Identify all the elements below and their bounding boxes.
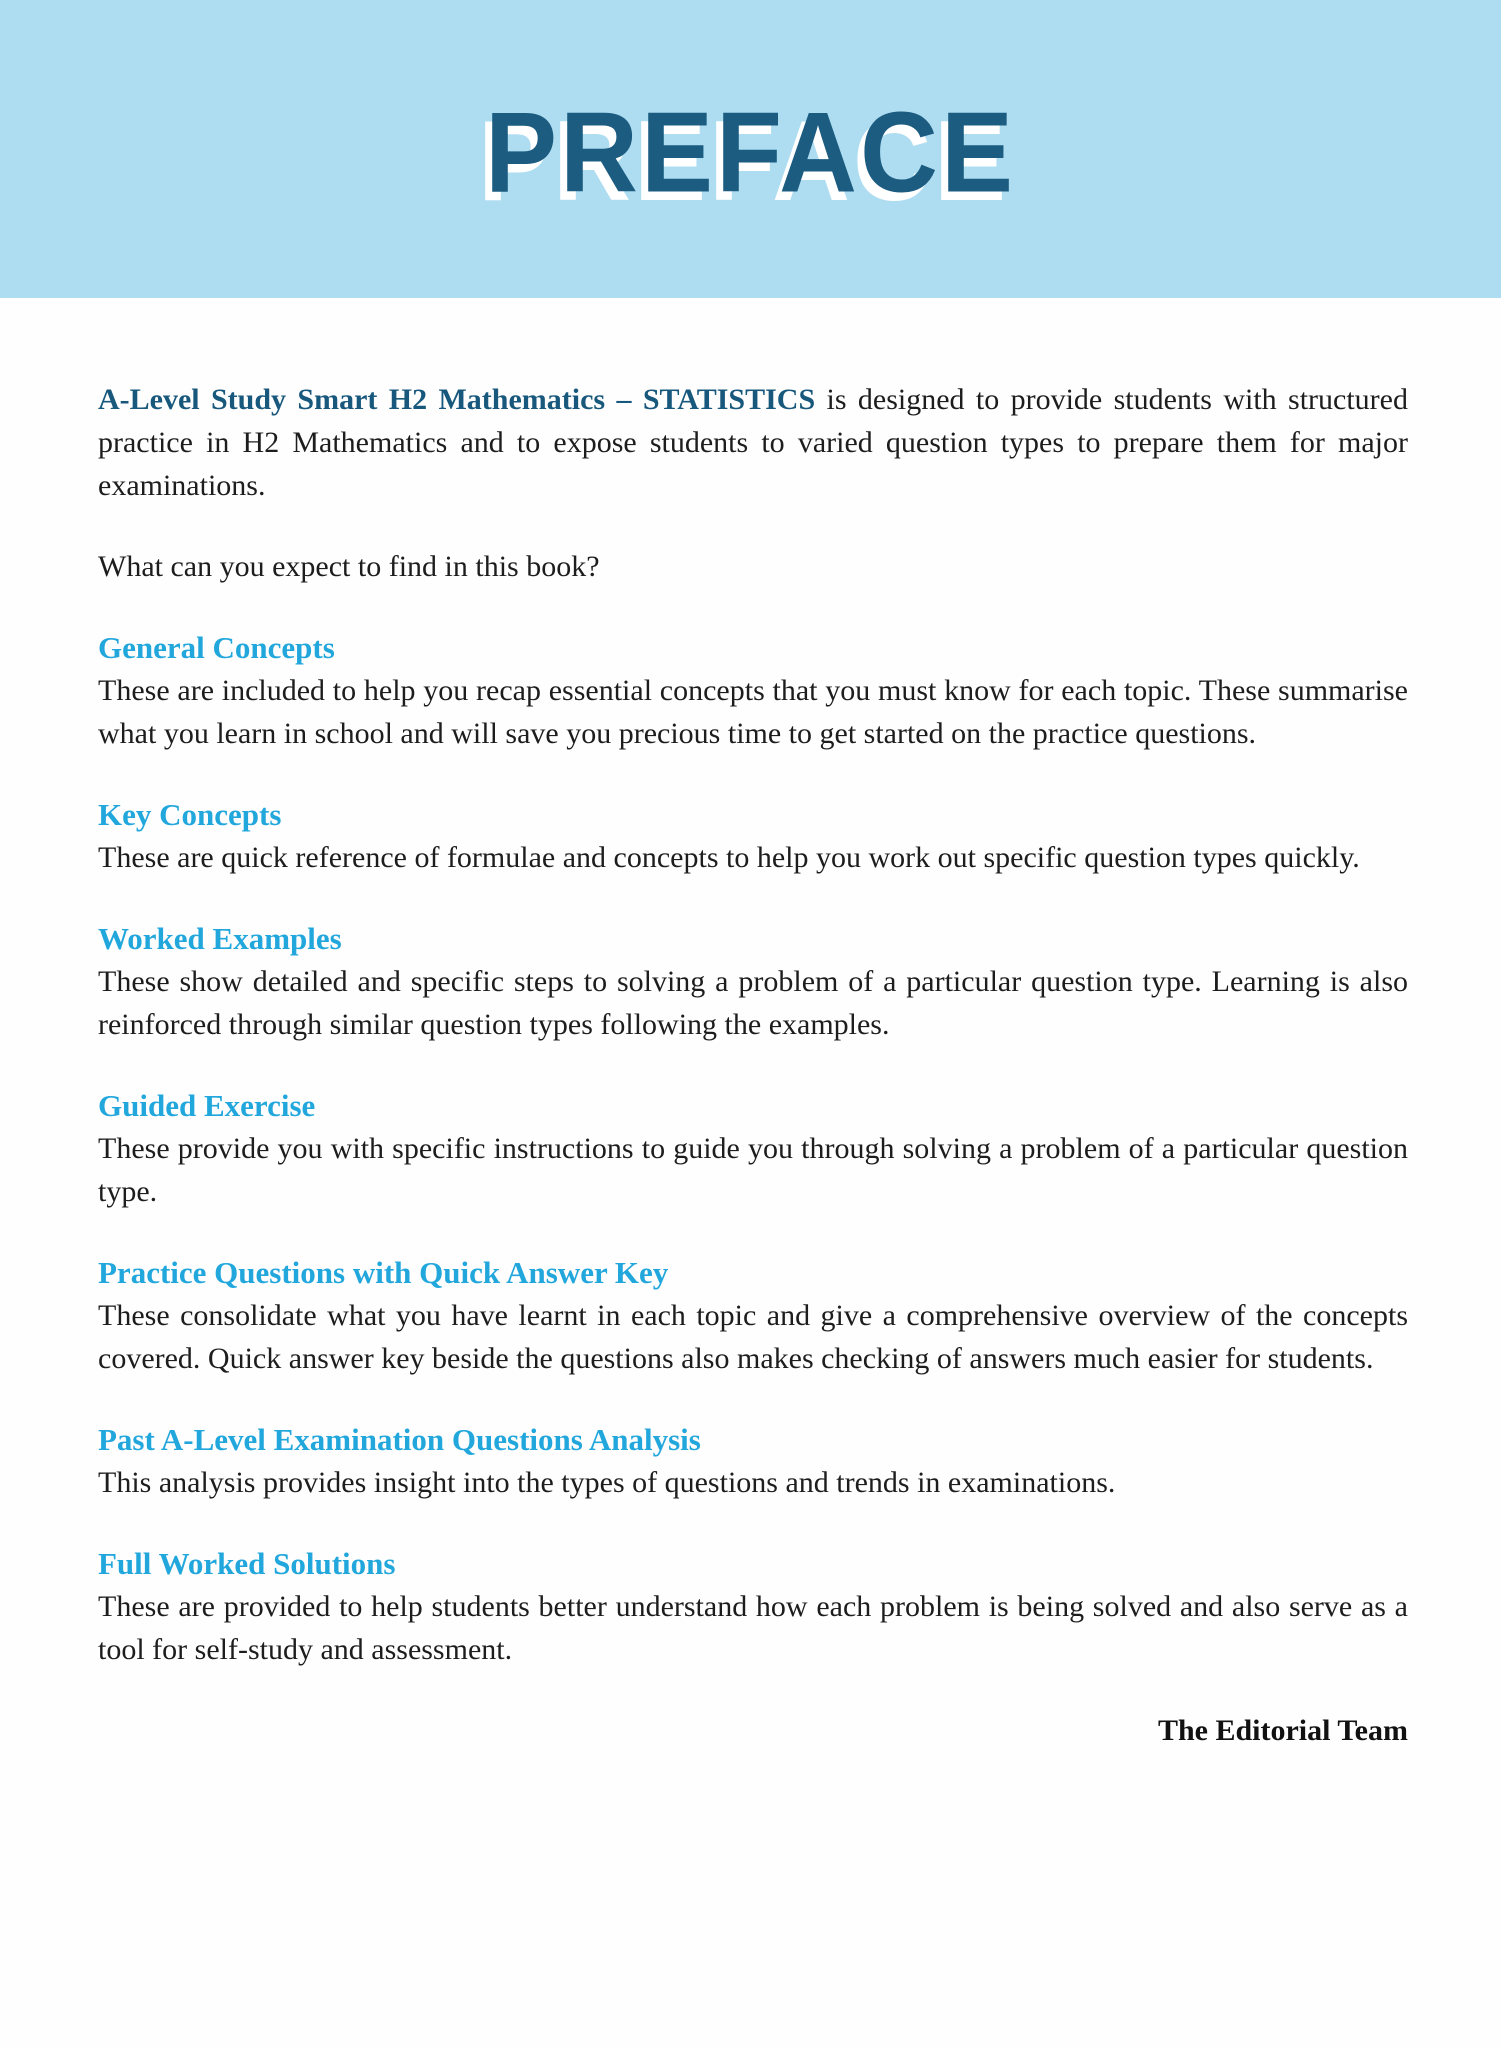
section-worked-examples: [98, 917, 1408, 1046]
section-guided-exercise: [98, 1084, 1408, 1213]
section-body: These show detailed and specific steps to solving a problem of a particular question type. Learning is also reinforced through similar question types following the examples.: [98, 965, 1408, 1041]
section-body: These are quick reference of formulae and concepts to help you work out specific question types quickly.: [98, 841, 1360, 874]
section-body: This analysis provides insight into the types of questions and trends in examinations.: [98, 1466, 1116, 1499]
section-heading: Worked Examples: [98, 921, 342, 956]
section-heading: Past A-Level Examination Questions Analysis: [98, 1422, 701, 1457]
intro-lead-rest: is designed to provide students with structured practice in H2 Mathematics and to expose students to varied question types to prepare them for major examinations.: [98, 383, 1408, 502]
section-body: These are provided to help students better understand how each problem is being solved and also serve as a tool for self-study and assessment.: [98, 1590, 1408, 1666]
section-heading: Key Concepts: [98, 797, 282, 832]
section-body: These provide you with specific instructions to guide you through solving a problem of a particular question type.: [98, 1132, 1408, 1208]
section-heading: General Concepts: [98, 630, 335, 665]
section-key-concepts: [98, 793, 1408, 879]
section-body: These consolidate what you have learnt in each topic and give a comprehensive overview of the concepts covered. Quick answer key beside the questions also makes checking of answers much easier for students.: [98, 1299, 1408, 1375]
page-title: PREFACE: [484, 86, 1017, 216]
page-content: [0, 298, 1501, 1752]
section-general-concepts: [98, 626, 1408, 755]
section-body: These are included to help you recap essential concepts that you must know for each topic. These summarise what you learn in school and will save you precious time to get started on the practice questions.: [98, 674, 1408, 750]
question-line: What can you expect to find in this book?: [98, 550, 600, 583]
section-past-exam-analysis: [98, 1418, 1408, 1504]
intro-lead-bold: A-Level Study Smart H2 Mathematics – STATISTICS: [98, 383, 816, 416]
section-practice-questions: [98, 1251, 1408, 1380]
section-heading: Guided Exercise: [98, 1088, 316, 1123]
section-full-worked-solutions: [98, 1542, 1408, 1671]
section-heading: Practice Questions with Quick Answer Key: [98, 1255, 669, 1290]
section-heading: Full Worked Solutions: [98, 1546, 396, 1581]
header-band: [0, 0, 1501, 298]
intro-paragraph: [98, 378, 1408, 507]
signature: The Editorial Team: [1157, 1714, 1408, 1747]
